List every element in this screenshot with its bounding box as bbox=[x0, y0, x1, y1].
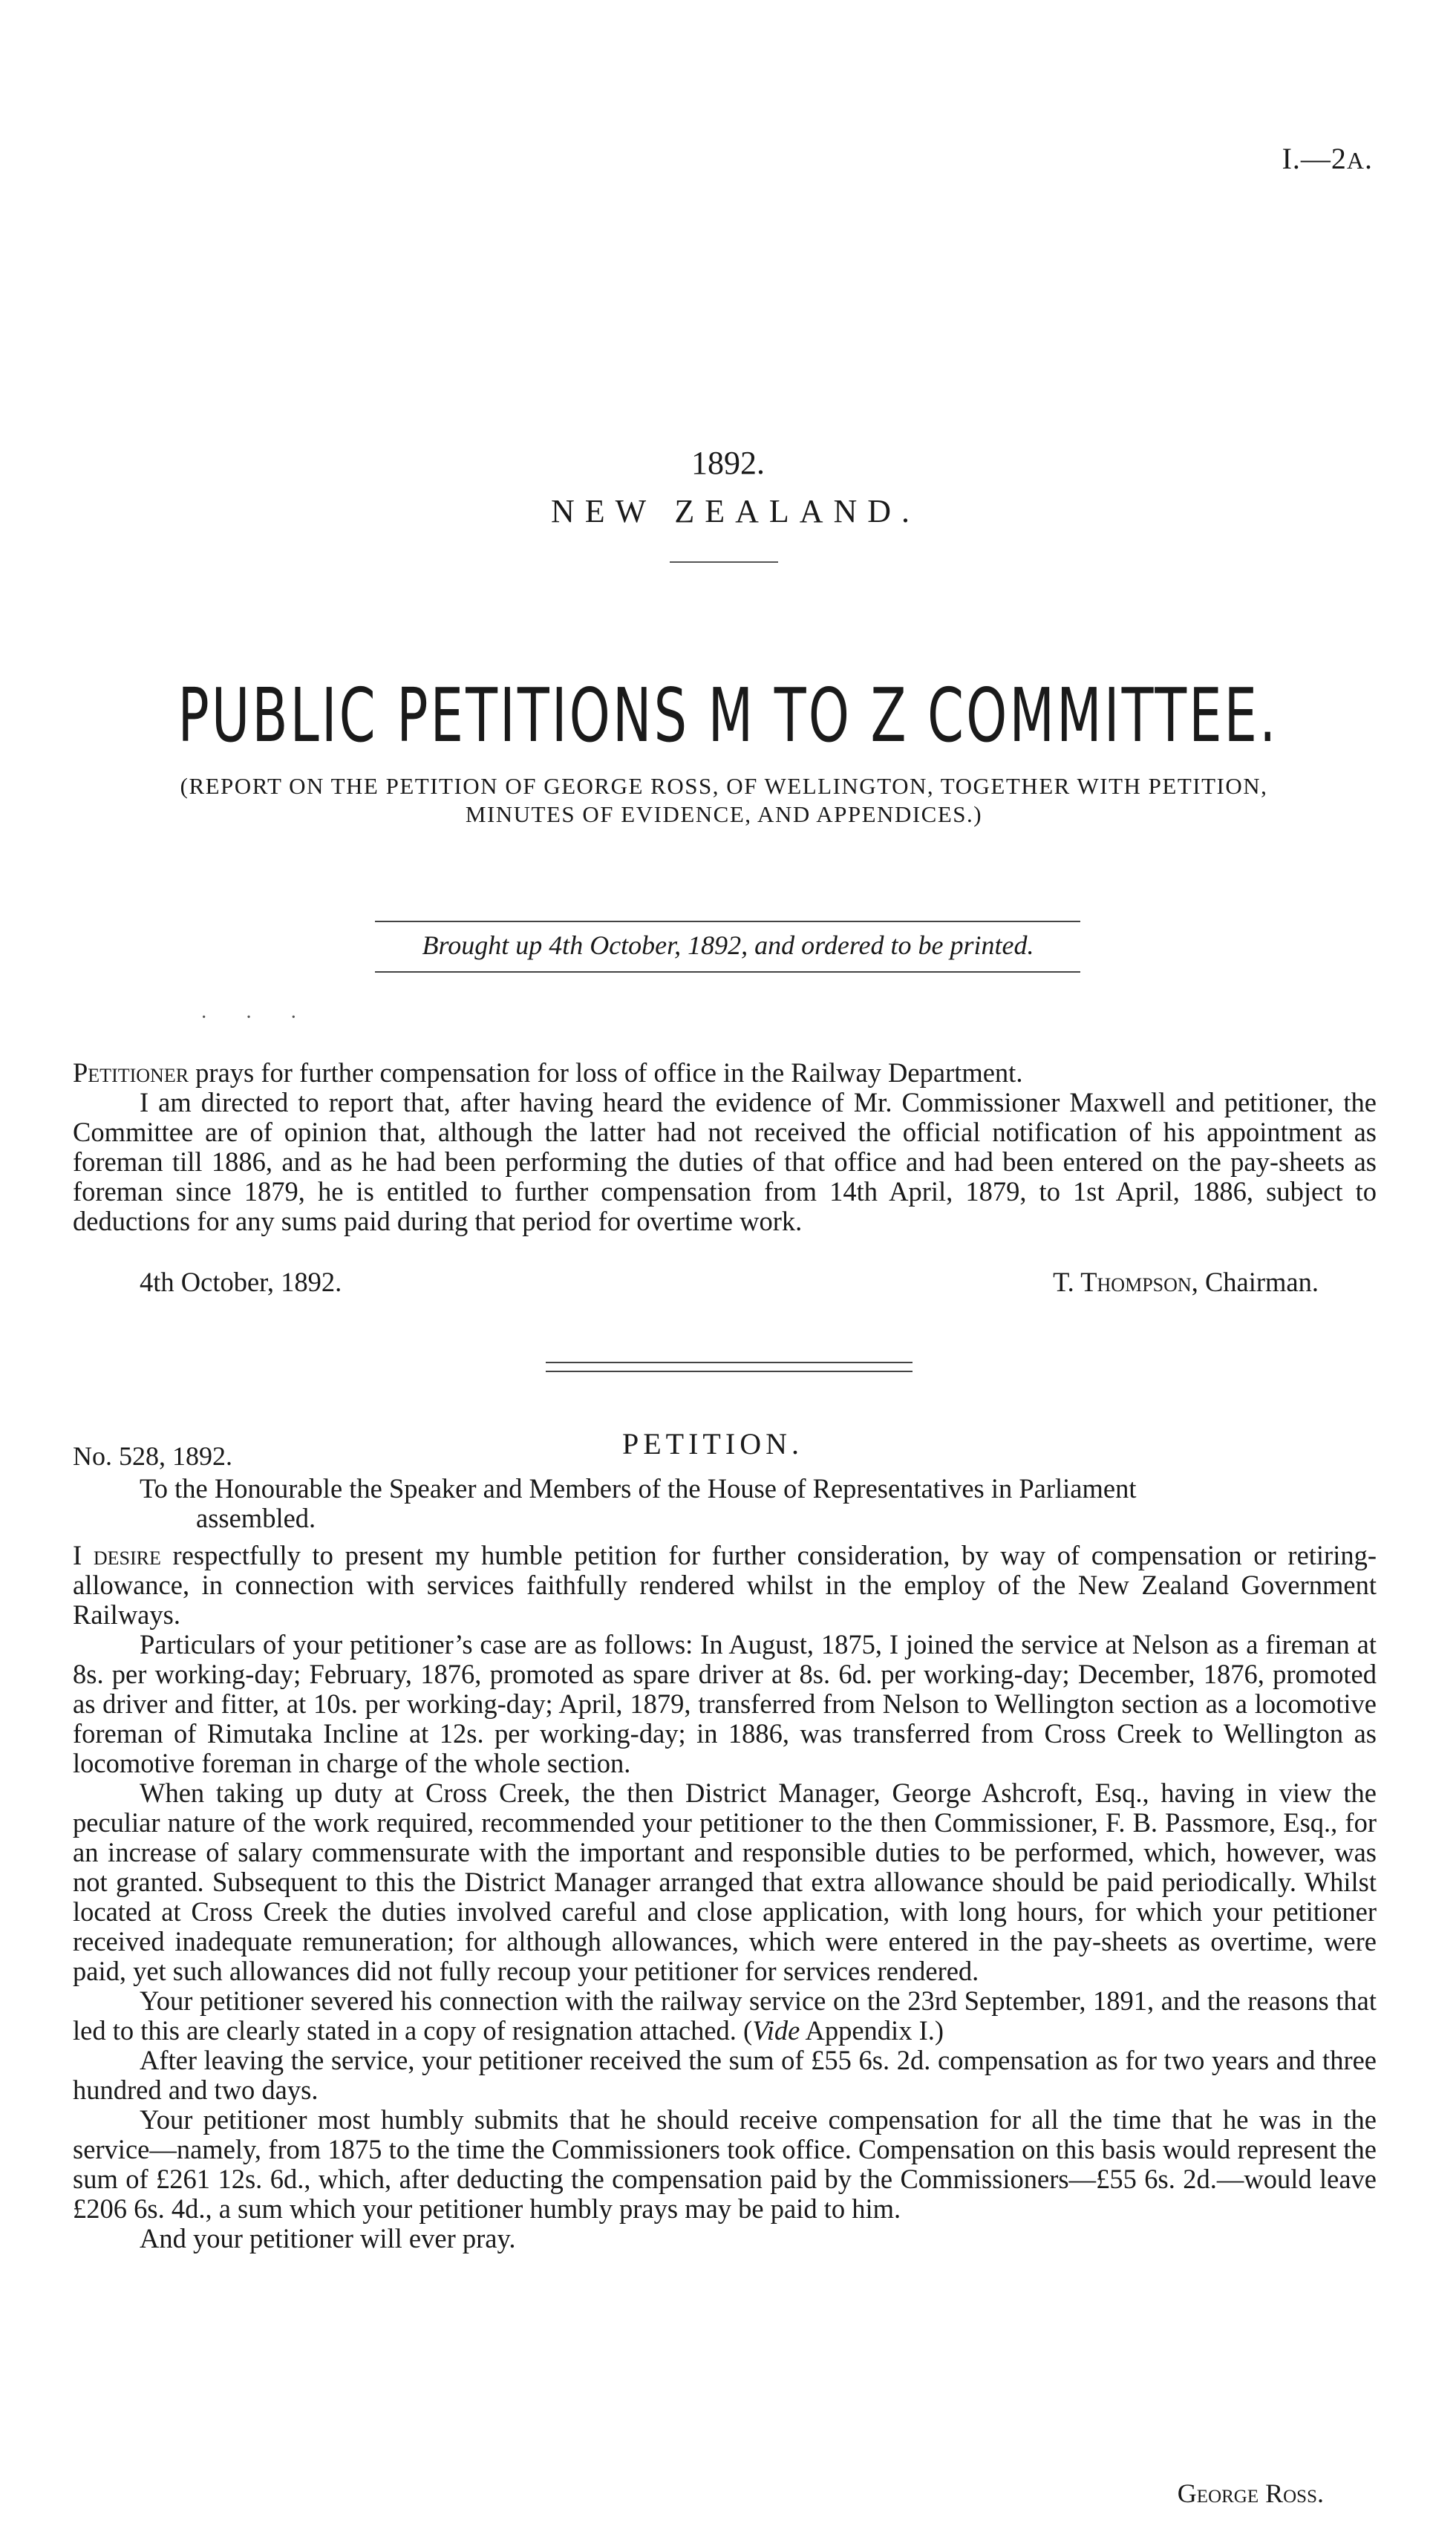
paragraph-4-end: Appendix I.) bbox=[800, 2015, 944, 2046]
paper-reference bbox=[1282, 141, 1373, 176]
section-divider-top bbox=[546, 1362, 913, 1363]
brought-top-rule bbox=[375, 921, 1080, 922]
vide-italic: Vide bbox=[752, 2015, 800, 2046]
report-summary bbox=[73, 1058, 1377, 1088]
chairman-name: T. Thompson bbox=[1053, 1267, 1192, 1297]
petition-lead-rest: respectfully to present my humble petition for further consideration, by way of compensation or retiring-allowance, in connection with services faithfully rendered whilst in the employ of the New Zealand Government Railways. bbox=[73, 1540, 1377, 1630]
header-divider bbox=[670, 561, 778, 563]
section-divider-bottom bbox=[546, 1371, 913, 1372]
petition-body bbox=[73, 1541, 1377, 2254]
subtitle-line-1: (REPORT ON THE PETITION OF GEORGE ROSS, OF WELLINGTON, TOGETHER WITH PETITION, bbox=[180, 773, 1268, 799]
reference-suffix: A bbox=[1346, 147, 1365, 174]
brought-bottom-rule bbox=[375, 971, 1080, 973]
petition-paragraph-6: Your petitioner most humbly submits that he should receive compensation for all the time that he was in the service—namely, from 1875 to the time the Commissioners took office. Compensation on this basis would represent the sum of £261 12s. 6d., which, after deducting the compensation paid by the Commissioners—£55 6s. 2d.—would leave £206 6s. 4d., a sum which your petitioner humbly prays may be paid to him. bbox=[73, 2104, 1377, 2224]
report-lead-word: Petitioner bbox=[73, 1057, 189, 1088]
report-signature-row bbox=[140, 1266, 1319, 1298]
petitioner-signature: George Ross. bbox=[1177, 2478, 1324, 2508]
document-subtitle bbox=[71, 772, 1377, 829]
subtitle-line-2: MINUTES OF EVIDENCE, AND APPENDICES.) bbox=[465, 801, 983, 827]
brought-up-line: Brought up 4th October, 1892, and ordered to be printed. bbox=[422, 930, 1034, 960]
address-continuation: assembled. bbox=[196, 1503, 316, 1533]
paragraph-4-text: Your petitioner severed his connection with the railway service on the 23rd September, 1891, and the reasons that led to this are clearly stated in a copy of resignation attached. ( bbox=[73, 1985, 1377, 2046]
petition-address bbox=[140, 1474, 1377, 1533]
report-lead-rest: prays for further compensation for loss of office in the Railway Department. bbox=[189, 1057, 1023, 1088]
address-line: To the Honourable the Speaker and Members of the House of Representatives in Parliament bbox=[140, 1473, 1137, 1504]
dot-ornament: · · · bbox=[200, 1006, 313, 1029]
petition-paragraph-1 bbox=[73, 1541, 1377, 1630]
petition-lead-words: I desire bbox=[73, 1540, 161, 1570]
year: 1892. bbox=[691, 445, 765, 481]
petition-heading: PETITION. bbox=[622, 1427, 803, 1461]
reference-number: I.—2 bbox=[1282, 142, 1347, 175]
report-date: 4th October, 1892. bbox=[140, 1267, 342, 1297]
document-title: PUBLIC PETITIONS M TO Z COMMITTEE. bbox=[177, 672, 1279, 759]
petition-paragraph-7: And your petitioner will ever pray. bbox=[140, 2223, 516, 2254]
petition-number: No. 528, 1892. bbox=[73, 1441, 232, 1471]
chairman-signature bbox=[1053, 1266, 1319, 1298]
petition-paragraph-2: Particulars of your petitioner’s case are as follows: In August, 1875, I joined the service at Nelson as a fireman at 8s. per working-day; February, 1876, promoted as spare driver at 8s. 6d. per working-day; December, 1876, promoted as driver and fitter, at 10s. per working-day; April, 1879, transferred from Nelson to Wellington section as a locomotive foreman of Rimutaka Incline at 12s. per working-day; in 1886, was transferred from Cross Creek to Wellington as locomotive foreman in charge of the whole section. bbox=[73, 1629, 1377, 1778]
country: NEW ZEALAND. bbox=[550, 493, 921, 529]
report-section bbox=[73, 1058, 1377, 1236]
petition-paragraph-5: After leaving the service, your petitioner received the sum of £55 6s. 2d. compensation as for two years and three hundred and two days. bbox=[73, 2045, 1377, 2105]
petition-paragraph-4 bbox=[73, 1986, 1377, 2046]
reference-dot: . bbox=[1365, 142, 1373, 175]
chairman-title: , Chairman. bbox=[1191, 1267, 1319, 1297]
report-paragraph: I am directed to report that, after having heard the evidence of Mr. Commissioner Maxwell and petitioner, the Committee are of opinion that, although the latter had not received the official notification of his appointment as foreman till 1886, and as he had been performing the duties of that office and had been entered on the pay-sheets as foreman since 1879, he is entitled to further compensation from 14th April, 1879, to 1st April, 1886, subject to deductions for any sums paid during that period for overtime work. bbox=[73, 1087, 1377, 1236]
petition-paragraph-3: When taking up duty at Cross Creek, the then District Manager, George Ashcroft, Esq., having in view the peculiar nature of the work required, recommended your petitioner to the then Commissioner, F. B. Passmore, Esq., for an increase of salary commensurate with the important and responsible duties to be performed, which, however, was not granted. Subsequent to this the District Manager arranged that extra allowance should be paid periodically. Whilst located at Cross Creek the duties involved careful and close application, with long hours, for which your petitioner received inadequate remuneration; for although allowances, which were entered in the pay-sheets as overtime, were paid, yet such allowances did not fully recoup your petitioner for services rendered. bbox=[73, 1778, 1377, 1986]
